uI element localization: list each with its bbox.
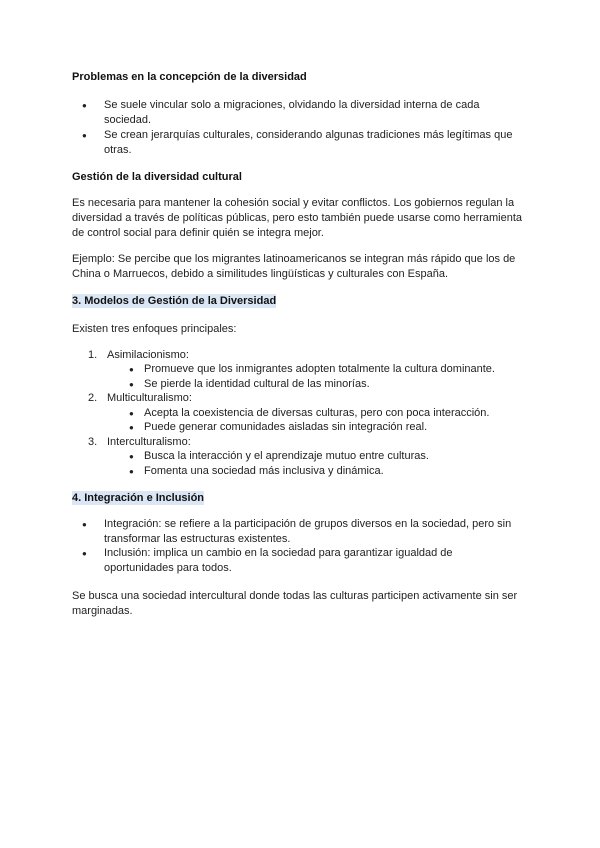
list-item: ● Inclusión: implica un cambio en la sociedad para garantizar igualdad de oportunidades para todos. bbox=[104, 546, 499, 576]
sub-list-item: ● Se pierde la identidad cultural de las minorías. bbox=[144, 377, 534, 392]
model-name: Interculturalismo: bbox=[107, 436, 191, 448]
list-number: 2. bbox=[88, 392, 98, 404]
list-item: ● Se crean jerarquías culturales, considerando algunas tradiciones más legítimas que otras. bbox=[104, 128, 514, 158]
sub-list-item: ● Busca la interacción y el aprendizaje mutuo entre culturas. bbox=[144, 449, 534, 464]
list-number: 3. bbox=[88, 436, 98, 448]
model-name: Asimilacionismo: bbox=[107, 349, 189, 361]
paragraph-closing: Se busca una sociedad intercultural donde todas las culturas participen activamente sin ser marginadas. bbox=[72, 590, 518, 617]
section-heading-integracion: 4. Integración e Inclusión bbox=[72, 492, 205, 504]
paragraph-intro: Existen tres enfoques principales: bbox=[72, 323, 237, 335]
sub-list-item: ● Fomenta una sociedad más inclusiva y dinámica. bbox=[144, 464, 534, 479]
paragraph-example: Ejemplo: Se percibe que los migrantes latinoamericanos se integran más rápido que los de China o Marruecos, debido a similitudes lingüísticas y culturales con España. bbox=[72, 253, 516, 280]
section-heading-problemas: Problemas en la concepción de la diversidad bbox=[72, 71, 307, 83]
model-name: Multiculturalismo: bbox=[107, 392, 192, 404]
section-heading-modelos: 3. Modelos de Gestión de la Diversidad bbox=[72, 295, 277, 307]
sub-list-item: ● Puede generar comunidades aisladas sin integración real. bbox=[144, 420, 534, 435]
section-heading-gestion: Gestión de la diversidad cultural bbox=[72, 171, 242, 183]
list-number: 1. bbox=[88, 349, 98, 361]
list-item: ● Integración: se refiere a la participación de grupos diversos en la sociedad, pero sin transformar las estructuras existentes. bbox=[104, 517, 529, 547]
list-item: ● Se suele vincular solo a migraciones, olvidando la diversidad interna de cada sociedad. bbox=[104, 98, 514, 128]
paragraph: Es necesaria para mantener la cohesión social y evitar conflictos. Los gobiernos regulan la diversidad a través de políticas públicas, pero esto también puede usarse como herramienta de control social para definir quién se integra mejor. bbox=[72, 197, 523, 239]
sub-list-item: ● Acepta la coexistencia de diversas culturas, pero con poca interacción. bbox=[144, 406, 534, 421]
sub-list-item: ● Promueve que los inmigrantes adopten totalmente la cultura dominante. bbox=[144, 362, 534, 377]
